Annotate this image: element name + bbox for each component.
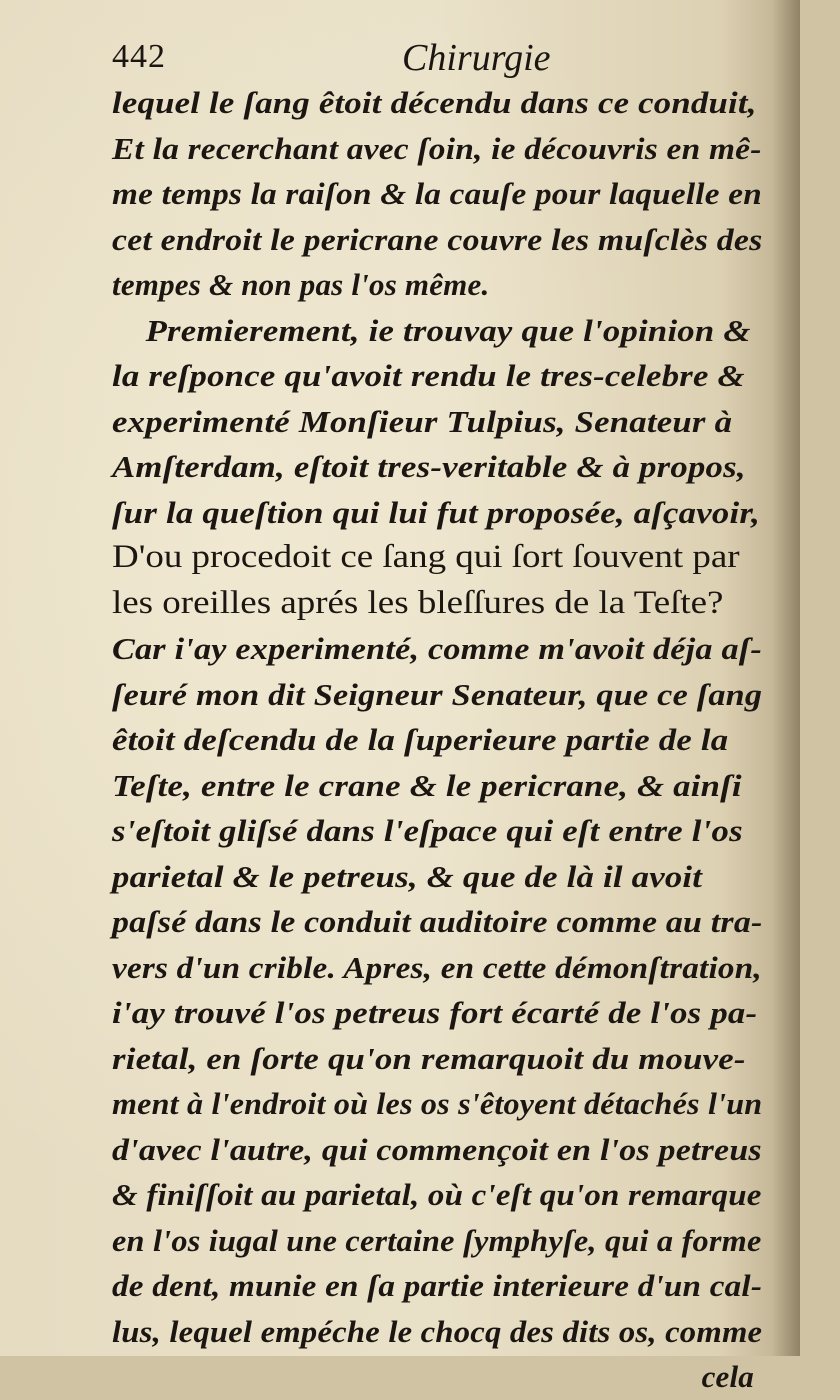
text-line: tempes & non pas l'os même. [112,267,490,302]
text-line: d'avec l'autre, qui commençoit en l'os petreus [112,1131,762,1167]
text-line: ſur la queſtion qui lui fut proposée, aſçavoir, [112,494,761,530]
text-line: i'ay trouvé l'os petreus fort écarté de l'os pa- [112,995,758,1030]
text-line: me temps la raiſon & la cauſe pour laquelle en [112,176,762,211]
text-line: Teſte, entre le crane & le pericrane, & ainſi [112,767,742,803]
page-number: 442 [112,38,166,75]
text-line: ment à l'endroit où les os s'êtoyent détachés l'un [112,1086,763,1121]
text-line: parietal & le petreus, & que de là il avoit [112,858,703,894]
text-line: rietal, en ſorte qu'on remarquoit du mouve- [112,1040,746,1076]
text-line: experimenté Monſieur Tulpius, Senateur à [112,403,733,439]
catchword: cela [701,1359,754,1394]
text-line: D'ou procedoit ce ſang qui ſort ſouvent par [112,539,740,575]
text-line: Car i'ay experimenté, comme m'avoit déja aſ- [112,631,762,666]
text-line: êtoit deſcendu de la ſuperieure partie de la [112,722,729,757]
text-line: s'eſtoit gliſsé dans l'eſpace qui eſt entre l'os [112,813,743,848]
text-line: en l'os iugal une certaine ſymphyſe, qui a forme [112,1222,762,1258]
text-line: cet endroit le pericrane couvre les muſclès des [112,221,763,257]
text-block [112,80,762,1400]
running-head: Chirurgie [402,37,551,79]
text-line: & finiſſoit au parietal, où c'eſt qu'on remarque [112,1177,762,1212]
text-line: paſsé dans le conduit auditoire comme au tra- [112,904,763,939]
text-line: lequel le ſang êtoit décendu dans ce conduit, [112,85,757,120]
text-line: vers d'un crible. Apres, en cette démonſtration, [112,949,762,985]
text-line: Premierement, ie trouvay que l'opinion & [145,312,751,348]
text-line: Et la recerchant avec ſoin, ie découvris en mê- [112,130,762,166]
text-line: lus, lequel empéche le chocq des dits os, comme [112,1313,763,1349]
text-line: la reſponce qu'avoit rendu le tres-celebre & [112,358,745,393]
text-line: Amſterdam, eſtoit tres-veritable & à propos, [112,449,746,484]
text-line: de dent, munie en ſa partie interieure d'un cal- [112,1268,763,1303]
text-line: les oreilles aprés les bleſſures de la Teſte? [112,584,724,621]
text-line: ſeuré mon dit Seigneur Senateur, que ce ſang [112,676,763,712]
